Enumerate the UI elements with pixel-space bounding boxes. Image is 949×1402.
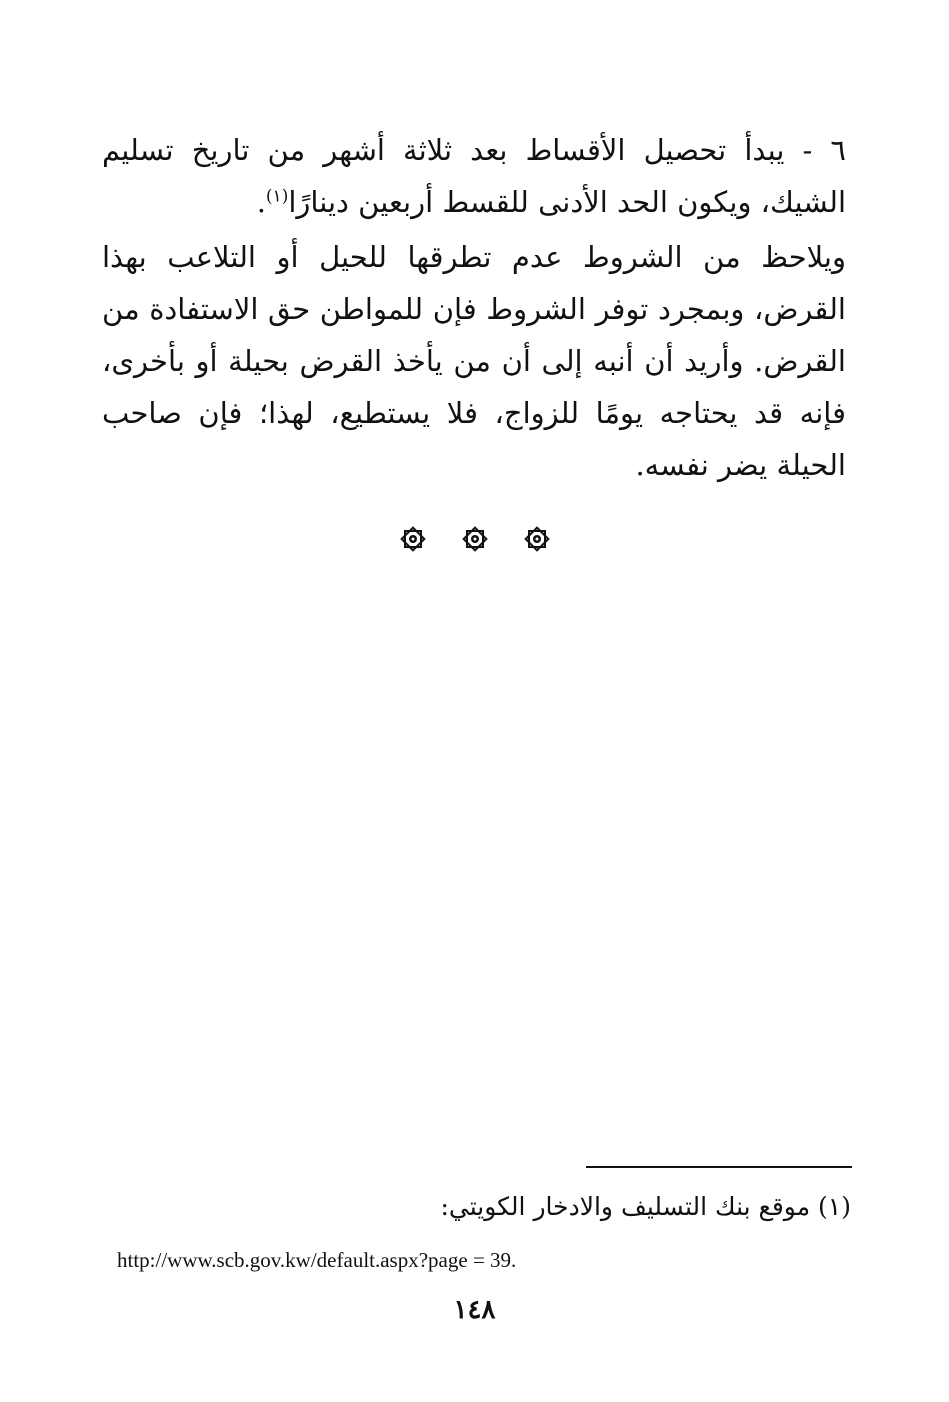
footnote-text: (١) موقع بنك التسليف والادخار الكويتي: xyxy=(440,1192,851,1221)
body-paragraph-2: ويلاحظ من الشروط عدم تطرقها للحيل أو التلاعب بهذا القرض، وبمجرد توفر الشروط فإن للمواطن حق الاستفادة من القرض. وأريد أن أنبه إلى أن من يأخذ القرض بحيلة أو بأخرى، فإنه قد يحتاجه يومًا للزواج، فلا يستطيع، لهذا؛ فإن صاحب الحيلة يضر نفسه. xyxy=(102,240,846,482)
section-divider-ornaments xyxy=(0,524,949,554)
footnote-marker[interactable]: (١) xyxy=(265,186,289,207)
footnote-url-link[interactable]: http://www.scb.gov.kw/default.aspx?page = 39. xyxy=(117,1248,517,1272)
eight-point-star-icon xyxy=(522,524,552,554)
eight-point-star-icon xyxy=(460,524,490,554)
footnote-separator-rule xyxy=(586,1166,852,1168)
body-paragraph-1 xyxy=(102,124,846,228)
page-number: ١٤٨ xyxy=(453,1295,496,1325)
paragraph-1-text: ٦ - يبدأ تحصيل الأقساط بعد ثلاثة أشهر من تاريخ تسليم الشيك، ويكون الحد الأدنى للقسط أربعين دينارًا xyxy=(102,133,846,219)
eight-point-star-icon xyxy=(398,524,428,554)
paragraph-1-end: . xyxy=(256,185,266,219)
